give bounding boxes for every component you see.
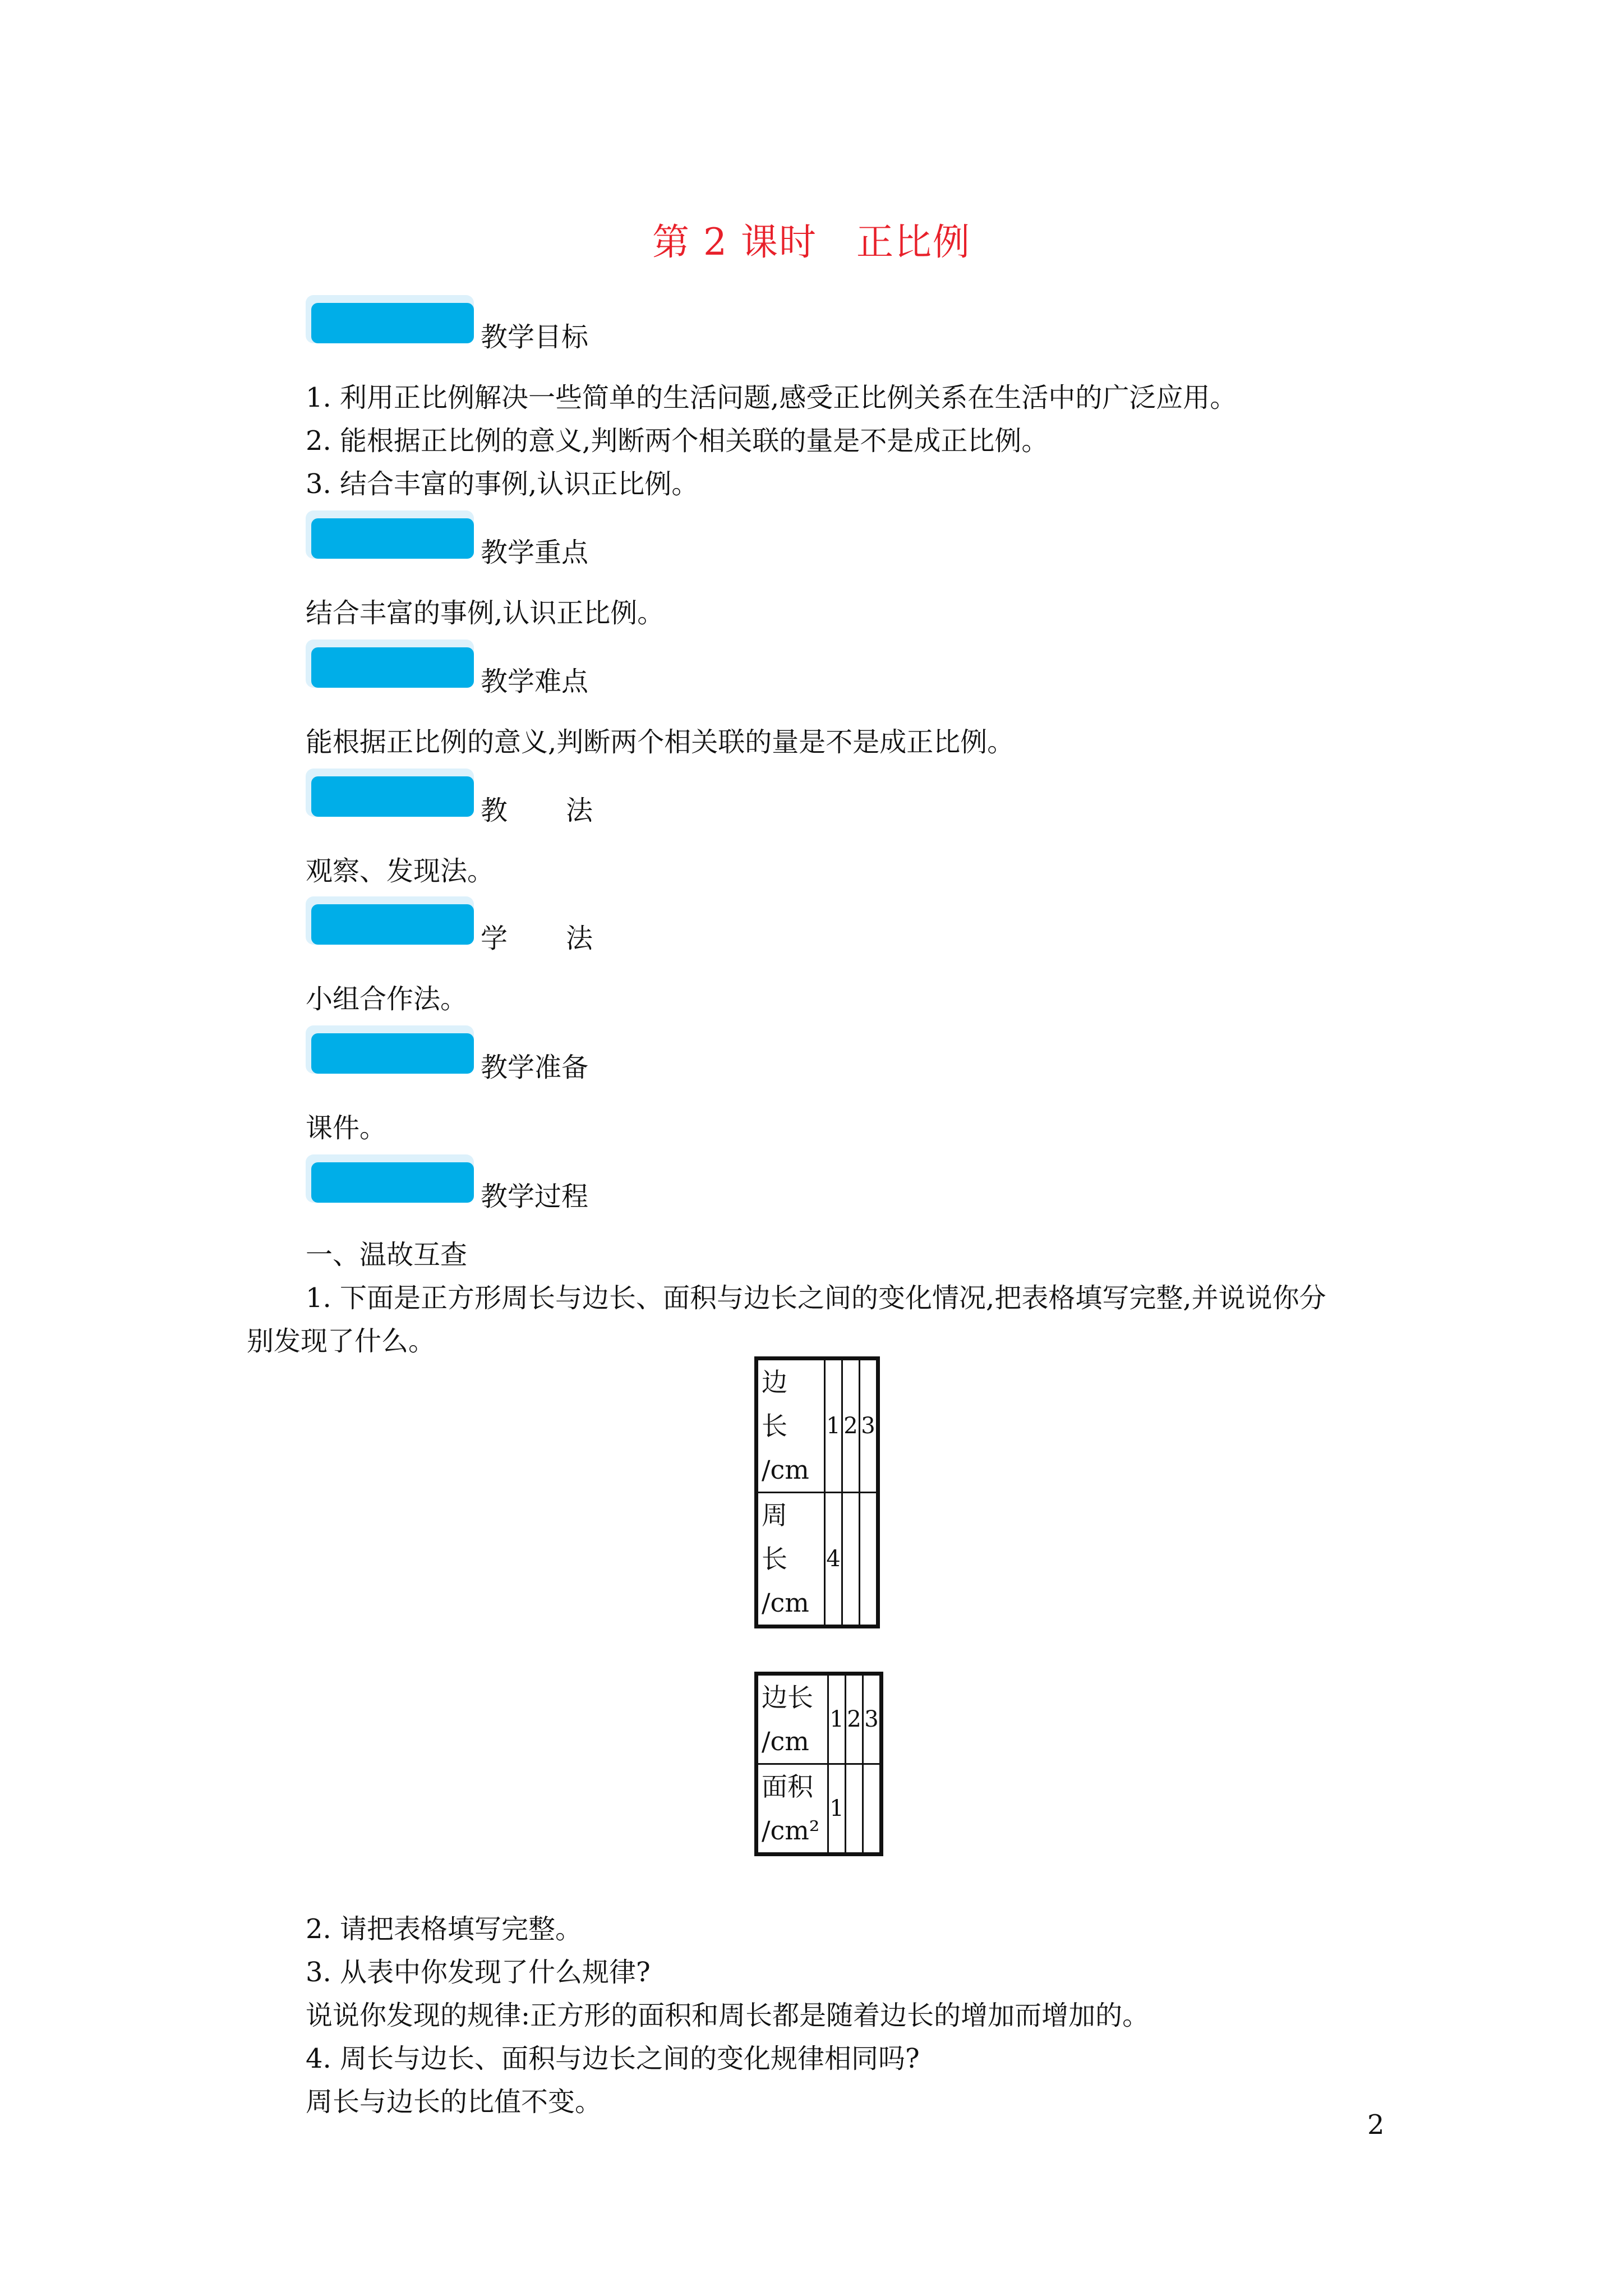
table-row: [757, 1359, 878, 1493]
section-tab-icon: [306, 510, 474, 559]
question-3-answer: 说说你发现的规律:正方形的面积和周长都是随着边长的增加而增加的。: [306, 2000, 1150, 2031]
perimeter-table: [754, 1356, 880, 1628]
section-label: 教学过程: [481, 1181, 589, 1212]
table-cell: 3: [863, 1674, 882, 1764]
section-tab-icon: [306, 295, 474, 343]
section-label: 教法: [481, 795, 652, 826]
table-cell: [842, 1493, 860, 1627]
section-label: 教学准备: [481, 1052, 589, 1083]
section-tab-icon: [306, 896, 474, 945]
learning-method-text: 小组合作法。: [306, 983, 468, 1015]
question-4: 4. 周长与边长、面积与边长之间的变化规律相同吗?: [306, 2043, 920, 2074]
table-cell: 2: [846, 1674, 863, 1764]
section-label: 学法: [481, 923, 652, 954]
table-header-cell: 边 长 /cm: [757, 1359, 825, 1493]
process-step-heading: 一、温故互查: [306, 1239, 468, 1271]
table-header-cell: 周 长 /cm: [757, 1493, 825, 1627]
table-row: [757, 1764, 882, 1855]
section-label: 教学目标: [481, 321, 589, 353]
table-cell: 4: [825, 1493, 842, 1627]
page-title: [0, 212, 1623, 265]
title-topic: 正比例: [856, 220, 971, 264]
table-cell: [863, 1764, 882, 1855]
section-tab-icon: [306, 1025, 474, 1074]
page-number: 2: [1367, 2109, 1385, 2141]
question-4-answer: 周长与边长的比值不变。: [306, 2086, 602, 2118]
table-cell: 2: [842, 1359, 860, 1493]
table-cell: 1: [825, 1359, 842, 1493]
teaching-method-text: 观察、发现法。: [306, 855, 495, 887]
section-tab-icon: [306, 1154, 474, 1203]
table-header-cell: 面积 /cm²: [757, 1764, 828, 1855]
question-1-line-1: 1. 下面是正方形周长与边长、面积与边长之间的变化情况,把表格填写完整,并说说你分: [306, 1282, 1326, 1314]
area-table: [754, 1672, 883, 1856]
table-cell: 1: [828, 1764, 846, 1855]
section-tab-icon: [306, 769, 474, 817]
section-label: 教学重点: [481, 537, 589, 568]
table-cell: 1: [828, 1674, 846, 1764]
table-cell: [846, 1764, 863, 1855]
question-3: 3. 从表中你发现了什么规律?: [306, 1957, 651, 1988]
section-tab-icon: [306, 639, 474, 688]
objective-item: 1. 利用正比例解决一些简单的生活问题,感受正比例关系在生活中的广泛应用。: [306, 382, 1237, 413]
objective-item: 2. 能根据正比例的意义,判断两个相关联的量是不是成正比例。: [306, 425, 1049, 457]
preparation-text: 课件。: [306, 1112, 387, 1144]
section-label: 教学难点: [481, 666, 589, 697]
difficulty-text: 能根据正比例的意义,判断两个相关联的量是不是成正比例。: [306, 726, 1015, 758]
table-cell: [860, 1493, 878, 1627]
key-point-text: 结合丰富的事例,认识正比例。: [306, 597, 665, 629]
table-header-cell: 边长 /cm: [757, 1674, 828, 1764]
title-lesson: 第 2 课时: [652, 220, 817, 264]
table-row: [757, 1674, 882, 1764]
question-1-line-2: 别发现了什么。: [247, 1326, 436, 1357]
table-cell: 3: [860, 1359, 878, 1493]
question-2: 2. 请把表格填写完整。: [306, 1913, 583, 1945]
objective-item: 3. 结合丰富的事例,认识正比例。: [306, 468, 699, 500]
table-row: [757, 1493, 878, 1627]
